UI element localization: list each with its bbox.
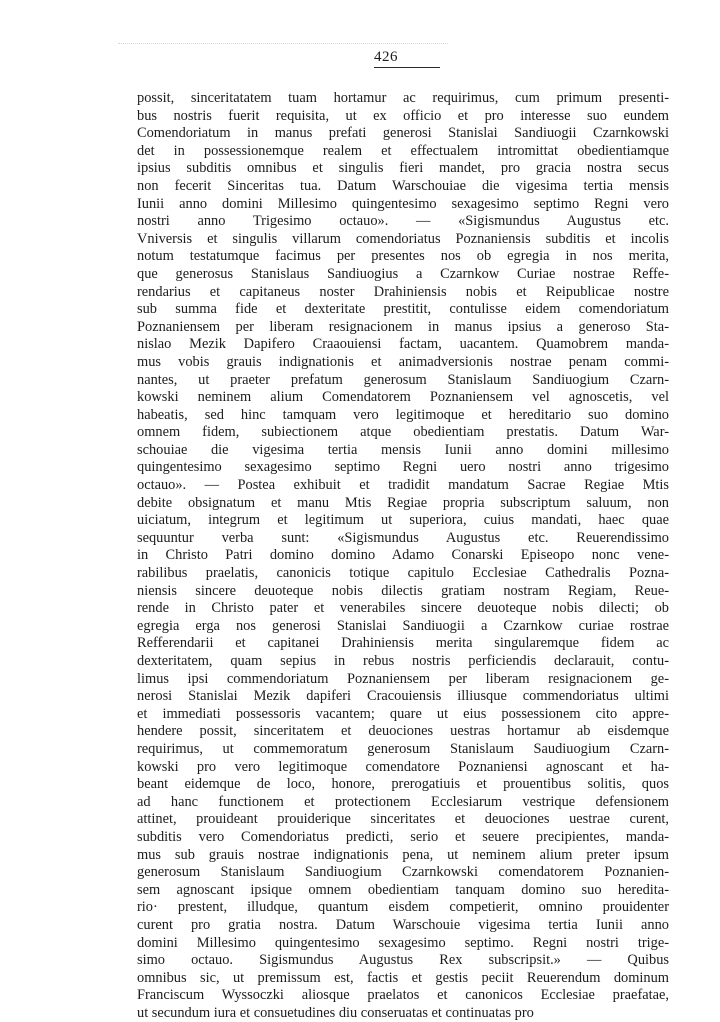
text-line: Vniversis et singulis villarum comendoriatus Poznaniensis subditis et incolis bbox=[137, 230, 669, 247]
text-line: uiciatum, integrum et legitimum ut superiora, cuius mandati, haec quae bbox=[137, 512, 669, 529]
text-line: nostri anno Trigesimo octauo». — «Sigismundus Augustus etc. bbox=[137, 213, 669, 230]
text-line: requirimus, ut commemoratum generosum Stanislaum Saudiuogium Czarn- bbox=[137, 740, 669, 757]
text-line: ipsius subditis omnibus et singulis fieri mandet, pro gracia nostra secus bbox=[137, 160, 669, 177]
text-line: et immediati possessoris vacantem; quare ut eius possessionem cito appre- bbox=[137, 705, 669, 722]
text-line: nantes, ut praeter prefatum generosum Stanislaum Sandiuogium Czarn- bbox=[137, 371, 669, 388]
text-line: rende in Christo pater et venerabiles sincere deuoteque nobis dilecti; ob bbox=[137, 600, 669, 617]
text-line: nislao Mezik Dapifero Craaouiensi factam, uacantem. Quamobrem manda- bbox=[137, 336, 669, 353]
text-line: debite obsignatum et manu Mtis Regiae propria subscriptum saluum, non bbox=[137, 494, 669, 511]
text-line: non fecerit Sinceritas tua. Datum Warschouiae die vigesima tertia mensis bbox=[137, 177, 669, 194]
text-line: subditis vero Comendoriatus predicti, serio et seuere precipientes, manda- bbox=[137, 828, 669, 845]
text-line: schouiae die vigesima tertia mensis Iunii anno domini millesimo bbox=[137, 441, 669, 458]
text-line: det in possessionemque realem et effectualem intromittat obedientiamque bbox=[137, 142, 669, 159]
header-scan-artifact bbox=[118, 43, 448, 46]
text-line: quingentesimo sexagesimo septimo Regni uero nostri anno trigesimo bbox=[137, 459, 669, 476]
text-line: beant eidemque de loco, honore, prerogatiuis et prouentibus solitis, quos bbox=[137, 776, 669, 793]
text-line: habeatis, sed hinc tamquam vero legitimoque et hereditario suo domino bbox=[137, 406, 669, 423]
text-line: generosum Stanislaum Sandiuogium Czarnkowski comendatorem Poznanien- bbox=[137, 864, 669, 881]
text-line: nerosi Stanislai Mezik dapiferi Cracouiensis illiusque commendoriatus ultimi bbox=[137, 688, 669, 705]
text-line: domini Millesimo quingentesimo sexagesimo septimo. Regni nostri trige- bbox=[137, 934, 669, 951]
text-line: mus vobis grauis indignationis et animadversionis nostrae penam commi- bbox=[137, 353, 669, 370]
text-line: notum testatumque facimus per presentes nos ob egregia in nos merita, bbox=[137, 248, 669, 265]
text-line: simo octauo. Sigismundus Augustus Rex subscripsit.» — Quibus bbox=[137, 952, 669, 969]
text-line: omnibus sic, ut premissum est, factis et gestis peciit Reuerendum dominum bbox=[137, 969, 669, 986]
text-line: Comendoriatum in manus prefati generosi Stanislai Sandiuogii Czarnkowski bbox=[137, 125, 669, 142]
text-line: ad hanc functionem et protectionem Ecclesiarum vestrique defensionem bbox=[137, 793, 669, 810]
page-number-rule bbox=[374, 67, 440, 68]
text-line: limus ipsi commendoriatum Poznaniensem per liberam resignacionem ge- bbox=[137, 670, 669, 687]
text-line: ut secundum iura et consuetudines diu conseruatas et continuatas pro bbox=[137, 1004, 534, 1021]
text-line: mus sub grauis nostrae indignationis pena, ut neminem alium preter ipsum bbox=[137, 846, 669, 863]
text-line: rendarius et capitaneus noster Drahiniensis nobis et Reipublicae nostre bbox=[137, 283, 669, 300]
text-line: Iunii anno domini Millesimo quingentesimo sexagesimo septimo Regni vero bbox=[137, 195, 669, 212]
text-line: kowski pro vero legitimoque comendatore Poznaniensi agnoscant et ha- bbox=[137, 758, 669, 775]
text-line: que generosus Stanislaus Sandiuogius a Czarnkow Curiae nostrae Reffe- bbox=[137, 265, 669, 282]
text-line: rabilibus praelatis, canonicis totique capitulo Ecclesiae Cathedralis Pozna- bbox=[137, 565, 669, 582]
text-line: curent pro gratia nostra. Datum Warschouie vigesima tertia Iunii anno bbox=[137, 916, 669, 933]
text-line: omnem fidem, subiectionem atque obedientiam prestatis. Datum War- bbox=[137, 424, 669, 441]
text-line: dexteritatem, quam sepius in rebus nostris perficiendis declarauit, contu- bbox=[137, 653, 669, 669]
text-line: sem agnoscant ipsique omnem obedientiam tanquam domino suo heredita- bbox=[137, 881, 669, 898]
text-line: Refferendarii et capitanei Drahiniensis merita singularemque fidem ac bbox=[137, 635, 669, 652]
text-line: bus nostris fuerit requisita, ut ex officio et pro interesse suo eundem bbox=[137, 107, 669, 124]
body-text bbox=[137, 90, 669, 1022]
text-line: sub summa fide et dexteritate prestitit, contulisse eidem comendoriatum bbox=[137, 301, 669, 318]
text-line: kowski neminem alium Comendatorem Poznaniensem vel agnoscetis, vel bbox=[137, 389, 669, 406]
text-line: egregia erga nos generosi Stanislai Sandiuogii a Czarnkow curiae rostrae bbox=[137, 617, 669, 634]
text-line: attinet, prouideant prouiderique sinceritates et deuociones uestrae curent, bbox=[137, 811, 669, 828]
text-line: Franciscum Wyssoczki aliosque praelatos et canonicos Ecclesiae praefatae, bbox=[137, 987, 669, 1004]
text-line: in Christo Patri domino domino Adamo Conarski Episeopo nonc vene- bbox=[137, 547, 669, 564]
text-line: sequuntur verba sunt: «Sigismundus Augustus etc. Reuerendissimo bbox=[137, 529, 669, 546]
text-line: rio· prestent, illudque, quantum eisdem competierit, omnino prouidenter bbox=[137, 899, 669, 916]
text-line: hendere possit, sinceritatem et deuociones uestras hortamur ab eisdemque bbox=[137, 723, 669, 740]
text-line: niensis sincere deuoteque nobis dilectis gratiam nostram Regiam, Reue- bbox=[137, 582, 669, 599]
text-line: octauo». — Postea exhibuit et tradidit mandatum Sacrae Regiae Mtis bbox=[137, 477, 669, 494]
text-line: Poznaniensem per liberam resignacionem in manus ipsius a generoso Sta- bbox=[137, 318, 669, 335]
text-line: possit, sinceritatatem tuam hortamur ac requirimus, cum primum presenti- bbox=[137, 90, 669, 106]
page-number: 426 bbox=[374, 49, 398, 65]
